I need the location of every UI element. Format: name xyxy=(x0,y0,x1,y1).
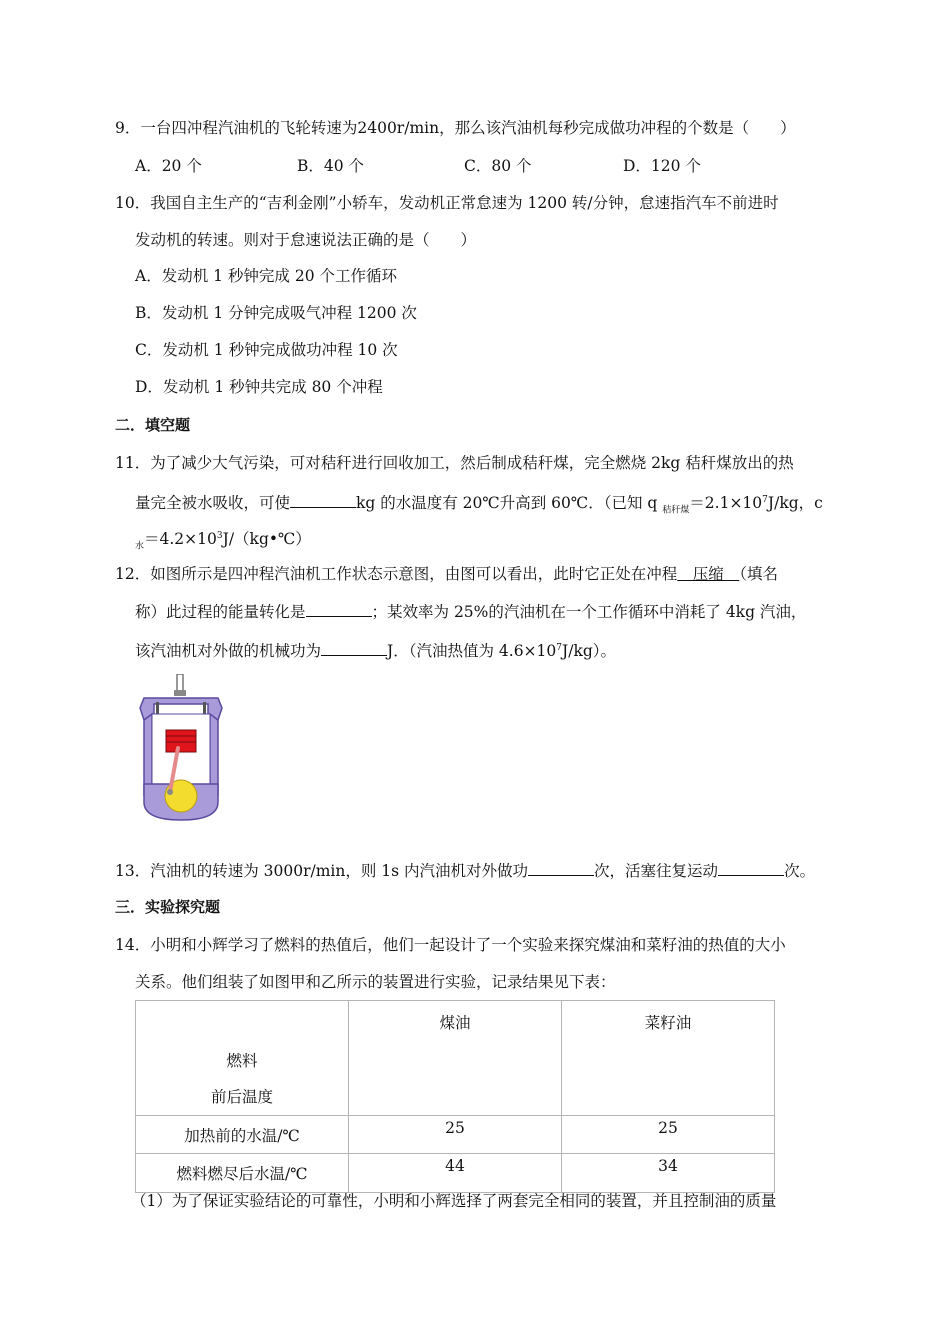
q13-stem xyxy=(115,860,815,881)
table-header-rapeseed-oil: 菜籽油 xyxy=(562,1001,775,1116)
q12-stem-line3 xyxy=(135,638,616,661)
q9-stem: 9．一台四冲程汽油机的飞轮转速为2400r/min，那么该汽油机每秒完成做功冲程的个数是（ ） xyxy=(115,119,796,137)
q9-option-b: B．40 个 xyxy=(297,157,365,175)
q12-text: ；某效率为 25%的汽油机在一个工作循环中消耗了 4kg 汽油， xyxy=(371,603,807,621)
q11-exponent: 3 xyxy=(216,531,223,541)
table-row-label: 燃料燃尽后水温/℃ xyxy=(136,1154,349,1193)
q10-option-b: B．发动机 1 分钟完成吸气冲程 1200 次 xyxy=(135,304,417,322)
q10-option-a: A．发动机 1 秒钟完成 20 个工作循环 xyxy=(135,267,397,285)
section-heading-experiment: 三．实验探究题 xyxy=(115,898,221,916)
q12-text: 该汽油机对外做的机械功为 xyxy=(135,642,322,661)
table-row xyxy=(136,1154,775,1193)
q10-option-c: C．发动机 1 秒钟完成做功冲程 10 次 xyxy=(135,341,398,359)
q14-subquestion-1: （1）为了保证实验结论的可靠性，小明和小辉选择了两套完全相同的装置，并且控制油的质量 xyxy=(131,1192,777,1210)
q12-answer-blank-work[interactable] xyxy=(321,640,387,656)
q12-stem-line1 xyxy=(115,564,778,584)
table-corner-cell xyxy=(136,1001,349,1116)
q13-answer-blank-work[interactable] xyxy=(528,860,594,876)
table-cell: 44 xyxy=(349,1154,562,1193)
table-row xyxy=(136,1116,775,1154)
piston xyxy=(166,730,196,752)
table-cell: 34 xyxy=(562,1154,775,1193)
cylinder-wall-left xyxy=(144,714,152,794)
table-cell: 25 xyxy=(349,1116,562,1154)
q11-text: 量完全被水吸收，可使 xyxy=(135,494,291,513)
q11-answer-blank[interactable] xyxy=(290,492,356,508)
q13-text: 次，活塞往复运动 xyxy=(594,862,719,880)
q12-text: 12．如图所示是四冲程汽油机工作状态示意图，由图可以看出，此时它正处在冲程 xyxy=(115,565,678,583)
table-header-row xyxy=(136,1001,775,1116)
q11-text: J/（kg•℃） xyxy=(222,530,311,549)
q12-text: 称）此过程的能量转化是 xyxy=(135,603,306,621)
q9-option-c: C．80 个 xyxy=(464,157,532,175)
q10-stem-line2: 发动机的转速。则对于怠速说法正确的是（ ） xyxy=(135,231,477,249)
q12-answer-blank-energy[interactable] xyxy=(306,601,372,617)
q11-subscript-straw-coal: 秸秆煤 xyxy=(662,505,690,516)
q11-stem-line1: 11．为了减少大气污染，可对秸秆进行回收加工，然后制成秸秆煤，完全燃烧 2kg 秸秆煤放出的热 xyxy=(115,454,794,472)
q10-option-d: D．发动机 1 秒钟共完成 80 个冲程 xyxy=(135,378,383,396)
q13-text: 13．汽油机的转速为 3000r/min，则 1s 内汽油机对外做功 xyxy=(115,862,529,880)
q12-text: （填名 xyxy=(739,565,779,583)
table-header-kerosene: 煤油 xyxy=(349,1001,562,1116)
section-heading-fill-in: 二．填空题 xyxy=(115,416,191,434)
q11-exponent: 7 xyxy=(762,495,768,505)
q11-stem-line2 xyxy=(135,490,823,520)
q11-text: J/kg，c xyxy=(767,494,823,513)
q12-text: J．（汽油热值为 4.6×10 xyxy=(387,642,557,661)
corner-label-temperature: 前后温度 xyxy=(210,1088,273,1106)
q11-stem-line3 xyxy=(135,526,311,556)
q9-option-a: A．20 个 xyxy=(135,157,202,175)
q12-filled-answer: 压缩 xyxy=(677,565,740,583)
q13-answer-blank-piston[interactable] xyxy=(718,860,784,876)
crank-pin xyxy=(167,789,173,795)
q13-text: 次。 xyxy=(784,862,816,880)
q11-text: kg 的水温度有 20℃升高到 60℃．（已知 q xyxy=(356,494,658,513)
q14-stem-line2: 关系。他们组装了如图甲和乙所示的装置进行实验，记录结果见下表： xyxy=(135,973,616,991)
q9-option-d: D．120 个 xyxy=(623,157,701,175)
corner-label-fuel: 燃料 xyxy=(226,1052,258,1070)
q11-text: ＝4.2×10 xyxy=(144,530,217,549)
q10-stem-line1: 10．我国自主生产的“吉利金刚”小轿车，发动机正常怠速为 1200 转/分钟，怠速指汽车不前进时 xyxy=(115,194,779,212)
q11-text: ＝2.1×10 xyxy=(689,494,763,513)
q12-exponent: 7 xyxy=(556,643,563,653)
cylinder-wall-right xyxy=(210,714,218,794)
engine-diagram xyxy=(138,674,224,822)
table-cell: 25 xyxy=(562,1116,775,1154)
q11-subscript-water: 水 xyxy=(135,541,145,552)
q14-stem-line1: 14．小明和小辉学习了燃料的热值后，他们一起设计了一个实验来探究煤油和菜籽油的热值的大小 xyxy=(115,936,786,954)
q12-text: J/kg）。 xyxy=(562,642,617,661)
results-table xyxy=(135,1000,775,1193)
spark-plug-base xyxy=(174,690,186,696)
q12-stem-line2 xyxy=(135,601,806,622)
table-row-label: 加热前的水温/℃ xyxy=(136,1116,349,1154)
spark-plug xyxy=(177,674,183,692)
